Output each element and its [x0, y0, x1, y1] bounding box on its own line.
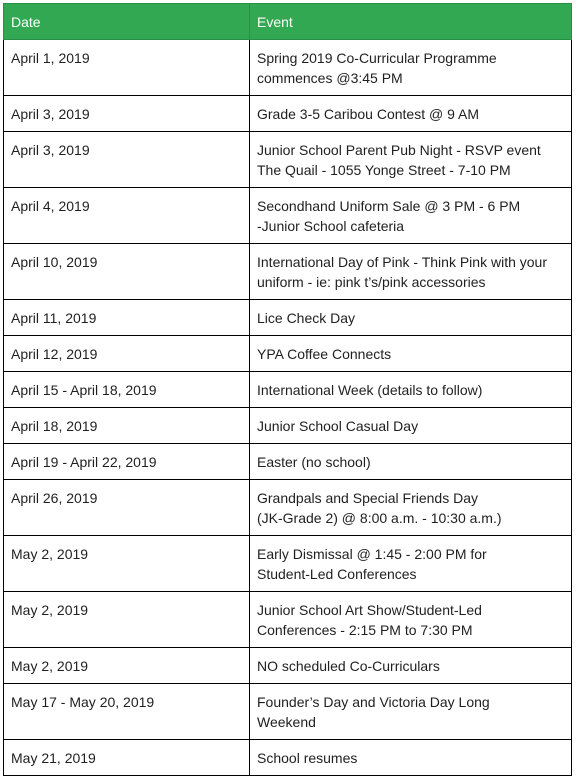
- event-description: [250, 300, 572, 336]
- event-description-line: Secondhand Uniform Sale @ 3 PM - 6 PM: [257, 198, 521, 214]
- table-row: [4, 300, 572, 336]
- event-date: April 4, 2019: [4, 188, 250, 244]
- event-description-line: Student-Led Conferences: [257, 566, 417, 582]
- event-description: [250, 536, 572, 592]
- event-date: April 11, 2019: [4, 300, 250, 336]
- event-description-line: -Junior School cafeteria: [257, 218, 405, 234]
- date-column-header: Date: [4, 4, 250, 40]
- event-date: May 2, 2019: [4, 536, 250, 592]
- event-description: [250, 444, 572, 480]
- event-date: May 21, 2019: [4, 740, 250, 776]
- event-description: [250, 96, 572, 132]
- event-description: [250, 480, 572, 536]
- event-description-line: Junior School Art Show/Student-Led: [257, 602, 482, 618]
- event-date: April 3, 2019: [4, 96, 250, 132]
- event-description: [250, 40, 572, 96]
- event-description-line: Junior School Casual Day: [257, 418, 419, 434]
- table-row: [4, 592, 572, 648]
- table-row: [4, 132, 572, 188]
- event-description: [250, 648, 572, 684]
- event-description-line: Founder’s Day and Victoria Day Long: [257, 694, 490, 710]
- event-description-line: Grandpals and Special Friends Day: [257, 490, 479, 506]
- event-description-line: uniform - ie: pink t’s/pink accessories: [257, 274, 486, 290]
- event-description: [250, 740, 572, 776]
- table-row: [4, 96, 572, 132]
- event-description-line: The Quail - 1055 Yonge Street - 7-10 PM: [257, 162, 511, 178]
- event-description: [250, 132, 572, 188]
- event-description-line: Weekend: [257, 714, 316, 730]
- table-row: [4, 336, 572, 372]
- event-date: May 2, 2019: [4, 592, 250, 648]
- table-row: [4, 740, 572, 776]
- event-date: April 19 - April 22, 2019: [4, 444, 250, 480]
- header-row: [4, 4, 572, 40]
- event-description: [250, 684, 572, 740]
- event-date: April 18, 2019: [4, 408, 250, 444]
- event-date: April 3, 2019: [4, 132, 250, 188]
- event-description-line: commences @3:45 PM: [257, 70, 403, 86]
- event-description: [250, 336, 572, 372]
- table-header: [4, 4, 572, 40]
- event-description-line: Lice Check Day: [257, 310, 356, 326]
- event-description: [250, 372, 572, 408]
- event-description: [250, 592, 572, 648]
- table-row: [4, 40, 572, 96]
- table-row: [4, 372, 572, 408]
- event-description-line: Junior School Parent Pub Night - RSVP event: [257, 142, 541, 158]
- event-date: May 2, 2019: [4, 648, 250, 684]
- event-description-line: Easter (no school): [257, 454, 371, 470]
- table-row: [4, 244, 572, 300]
- event-description-line: International Week (details to follow): [257, 382, 483, 398]
- event-description-line: NO scheduled Co-Curriculars: [257, 658, 440, 674]
- event-description: [250, 408, 572, 444]
- event-description-line: Early Dismissal @ 1:45 - 2:00 PM for: [257, 546, 487, 562]
- event-description-line: International Day of Pink - Think Pink with your: [257, 254, 547, 270]
- event-date: May 17 - May 20, 2019: [4, 684, 250, 740]
- event-description-line: School resumes: [257, 750, 358, 766]
- event-description-line: Spring 2019 Co-Curricular Programme: [257, 50, 497, 66]
- event-description-line: (JK-Grade 2) @ 8:00 a.m. - 10:30 a.m.): [257, 510, 502, 526]
- event-description-line: Conferences - 2:15 PM to 7:30 PM: [257, 622, 473, 638]
- table-row: [4, 480, 572, 536]
- event-date: April 26, 2019: [4, 480, 250, 536]
- event-date: April 12, 2019: [4, 336, 250, 372]
- event-description-line: YPA Coffee Connects: [257, 346, 392, 362]
- event-date: April 10, 2019: [4, 244, 250, 300]
- event-description-line: Grade 3-5 Caribou Contest @ 9 AM: [257, 106, 479, 122]
- table-row: [4, 188, 572, 244]
- table-row: [4, 444, 572, 480]
- event-description: [250, 188, 572, 244]
- event-column-header: Event: [250, 4, 572, 40]
- table-row: [4, 536, 572, 592]
- event-description: [250, 244, 572, 300]
- event-date: April 15 - April 18, 2019: [4, 372, 250, 408]
- event-date: April 1, 2019: [4, 40, 250, 96]
- table-row: [4, 684, 572, 740]
- table-body: [4, 40, 572, 776]
- events-table: [3, 3, 572, 776]
- table-row: [4, 408, 572, 444]
- table-row: [4, 648, 572, 684]
